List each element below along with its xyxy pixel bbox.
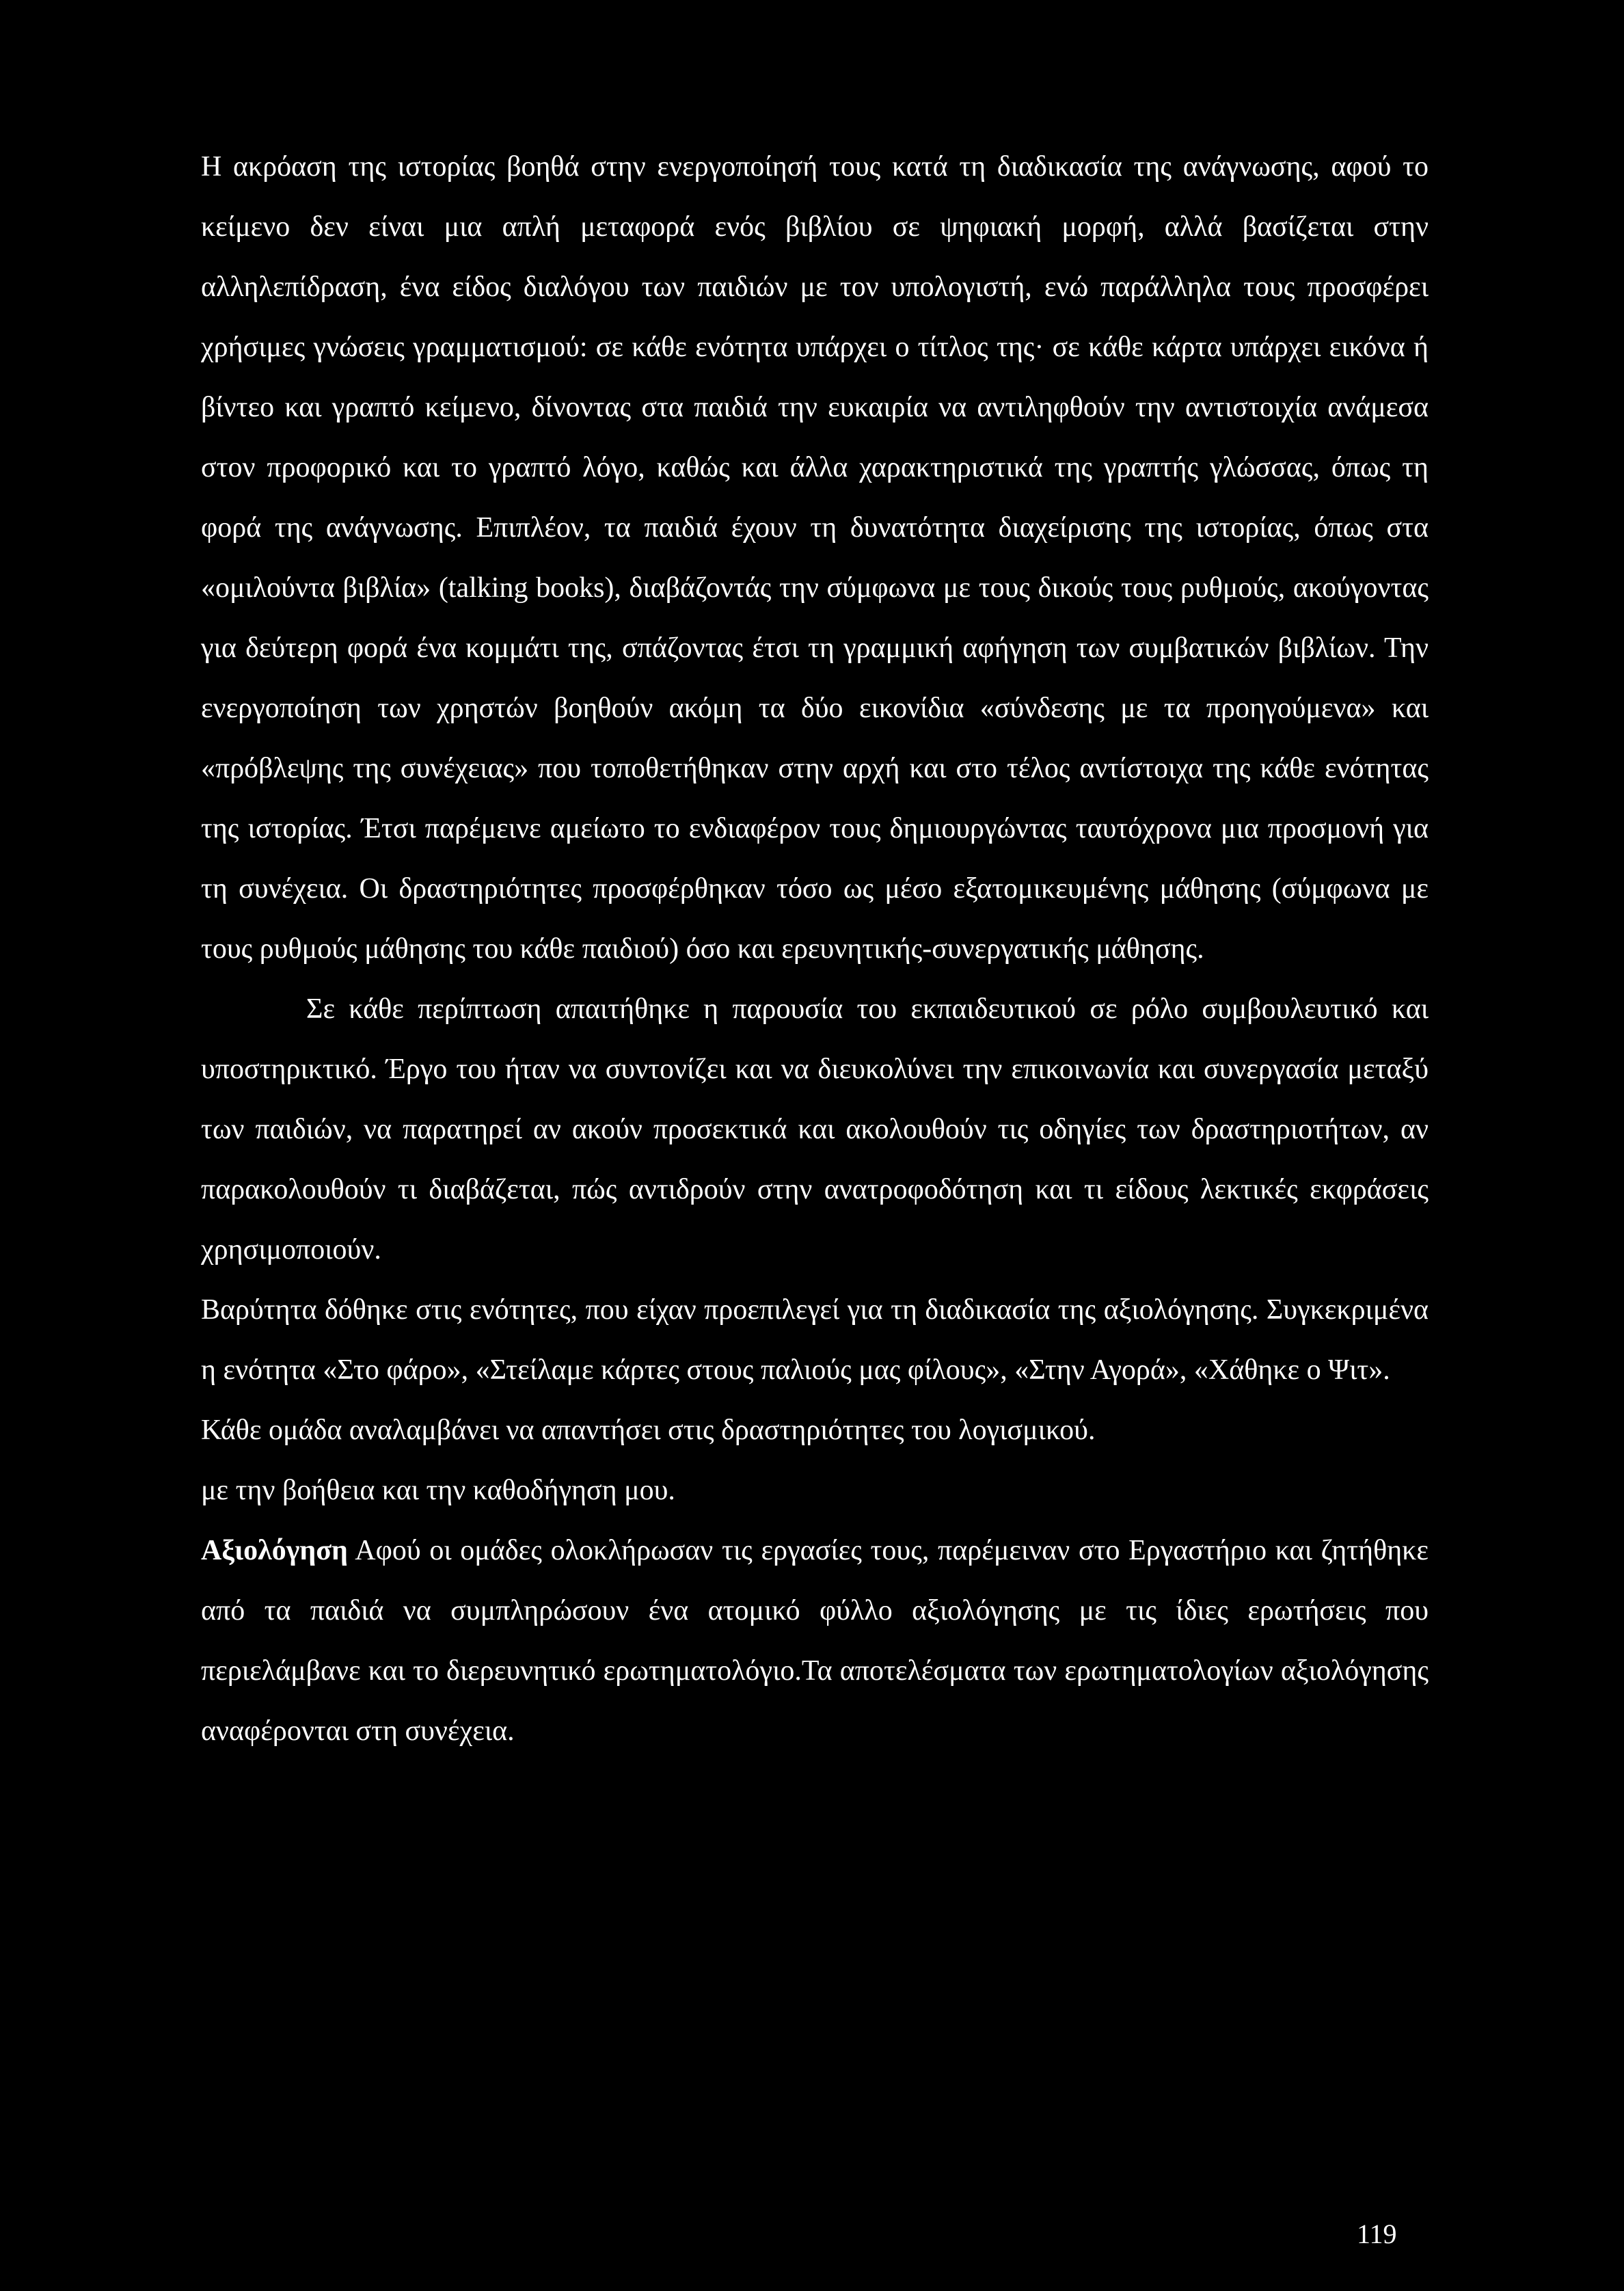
paragraph-text: με την βοήθεια και την καθοδήγηση μου.	[201, 1475, 675, 1506]
paragraph-group-task	[201, 1400, 1429, 1460]
paragraph-guidance	[201, 1460, 1429, 1520]
paragraph-text: Κάθε ομάδα αναλαμβάνει να απαντήσει στις δραστηριότητες του λογισμικού.	[201, 1415, 1096, 1446]
paragraph-text: Αφού οι ομάδες ολοκλήρωσαν τις εργασίες τους, παρέμειναν στο Εργαστήριο και ζητήθηκε από τα παιδιά να συμπληρώσουν ένα ατομικό φύλλο αξιολόγησης με τις ίδιες ερωτήσεις που περιελάμβανε και το διερευνητικό ερωτηματολόγιο.Τα αποτελέσματα των ερωτηματολογίων αξιολόγησης αναφέρονται στη συνέχεια.	[201, 1535, 1429, 1747]
paragraph-evaluation	[201, 1520, 1429, 1761]
body-text	[201, 137, 1429, 1761]
paragraph-text: Βαρύτητα δόθηκε στις ενότητες, που είχαν προεπιλεγεί για τη διαδικασία της αξιολόγησης. Συγκεκριμένα η ενότητα «Στο φάρο», «Στείλαμε κάρτες στους παλιούς μας φίλους», «Στην Αγορά», «Χάθηκε ο Ψιτ».	[201, 1294, 1429, 1386]
paragraph-assessment-units	[201, 1280, 1429, 1400]
paragraph-story-listening	[201, 137, 1429, 979]
page-number: 119	[1357, 2219, 1397, 2249]
paragraph-teacher-role	[201, 979, 1429, 1280]
evaluation-heading: Αξιολόγηση	[201, 1535, 348, 1566]
paragraph-text: Η ακρόαση της ιστορίας βοηθά στην ενεργοποίησή τους κατά τη διαδικασία της ανάγνωσης, αφού το κείμενο δεν είναι μια απλή μεταφορά ενός βιβλίου σε ψηφιακή μορφή, αλλά βασίζεται στην αλληλεπίδραση, ένα είδος διαλόγου των παιδιών με τον υπολογιστή, ενώ παράλληλα τους προσφέρει χρήσιμες γνώσεις γραμματισμού: σε κάθε ενότητα υπάρχει ο τίτλος της· σε κάθε κάρτα υπάρχει εικόνα ή βίντεο και γραπτό κείμενο, δίνοντας στα παιδιά την ευκαιρία να αντιληφθούν την αντιστοιχία ανάμεσα στον προφορικό και το γραπτό λόγο, καθώς και άλλα χαρακτηριστικά της γραπτής γλώσσας, όπως τη φορά της ανάγνωσης. Επιπλέον, τα παιδιά έχουν τη δυνατότητα διαχείρισης της ιστορίας, όπως στα «ομιλούντα βιβλία» (talking books), διαβάζοντάς την σύμφωνα με τους δικούς τους ρυθμούς, ακούγοντας για δεύτερη φορά ένα κομμάτι της, σπάζοντας έτσι τη γραμμική αφήγηση των συμβατικών βιβλίων. Την ενεργοποίηση των χρηστών βοηθούν ακόμη τα δύο εικονίδια «σύνδεσης με τα προηγούμενα» και «πρόβλεψης της συνέχειας» που τοποθετήθηκαν στην αρχή και στο τέλος αντίστοιχα της κάθε ενότητας της ιστορίας. Έτσι παρέμεινε αμείωτο το ενδιαφέρον τους δημιουργώντας ταυτόχρονα μια προσμονή για τη συνέχεια. Οι δραστηριότητες προσφέρθηκαν τόσο ως μέσο εξατομικευμένης μάθησης (σύμφωνα με τους ρυθμούς μάθησης του κάθε παιδιού) όσο και ερευνητικής-συνεργατικής μάθησης.	[201, 151, 1429, 965]
paragraph-text: Σε κάθε περίπτωση απαιτήθηκε η παρουσία του εκπαιδευτικού σε ρόλο συμβουλευτικό και υποστηρικτικό. Έργο του ήταν να συντονίζει και να διευκολύνει την επικοινωνία και συνεργασία μεταξύ των παιδιών, να παρατηρεί αν ακούν προσεκτικά και ακολουθούν τις οδηγίες των δραστηριοτήτων, αν παρακολουθούν τι διαβάζεται, πώς αντιδρούν στην ανατροφοδότηση και τι είδους λεκτικές εκφράσεις χρησιμοποιούν.	[201, 993, 1429, 1265]
